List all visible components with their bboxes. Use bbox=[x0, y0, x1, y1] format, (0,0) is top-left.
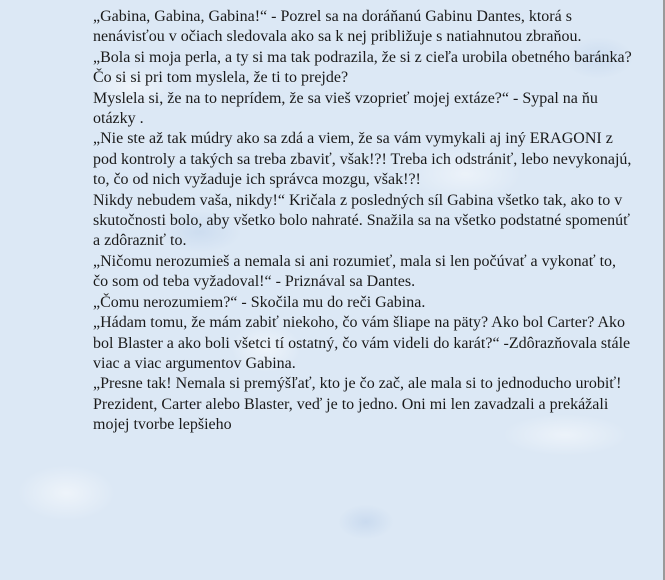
paragraph: „Hádam tomu, že mám zabiť niekoho, čo vám šliape na päty? Ako bol Carter? Ako bol Blaster a ako boli všetci tí ostatný, čo vám videli do karát?“ -Zdôrazňovala stále viac a viac argumentov Gabina. bbox=[93, 314, 631, 372]
document-text bbox=[93, 7, 633, 436]
paragraph: „Nie ste až tak múdry ako sa zdá a viem, že sa vám vymykali aj iný ERAGONI z pod kontroly a takých sa treba zbaviť, však!?! Treba ich odstrániť, lebo nevykonajú, to, čo od nich vyžaduje ich správca mozgu, však!?! bbox=[93, 130, 632, 189]
paragraph: „Presne tak! Nemala si premýšľať, kto je čo zač, ale mala si to jednoducho urobiť! Prezident, Carter alebo Blaster, veď je to jedno. Oni mi len zavadzali a prekážali mojej tvorbe lepšieho bbox=[93, 375, 622, 434]
paragraph: „Čomu nerozumiem?“ - Skočila mu do reči Gabina. bbox=[93, 293, 426, 311]
paragraph: „Gabina, Gabina, Gabina!“ - Pozrel sa na doráňanú Gabinu Dantes, ktorá s nenávisťou v očiach sledovala ako sa k nej približuje s natiahnutou zbraňou. bbox=[93, 8, 582, 46]
paragraph: „Bola si moja perla, a ty si ma tak podrazila, že si z cieľa urobila obetného baránka? Čo si si pri tom myslela, že ti to prejde? bbox=[93, 48, 632, 87]
paragraph: Nikdy nebudem vaša, nikdy!“ Kričala z posledných síl Gabina všetko tak, ako to v skutočnosti bolo, aby všetko bolo nahraté. Snažila sa na všetko podstatné spomenúť a zdôrazniť to. bbox=[93, 191, 630, 250]
paragraph: „Ničomu nerozumieš a nemala si ani rozumieť, mala si len počúvať a vykonať to, čo som od teba vyžadoval!“ - Priznával sa Dantes. bbox=[93, 252, 617, 291]
paragraph: Myslela si, že na to neprídem, že sa vieš vzoprieť mojej extáze?“ - Sypal na ňu otázky . bbox=[93, 89, 598, 128]
